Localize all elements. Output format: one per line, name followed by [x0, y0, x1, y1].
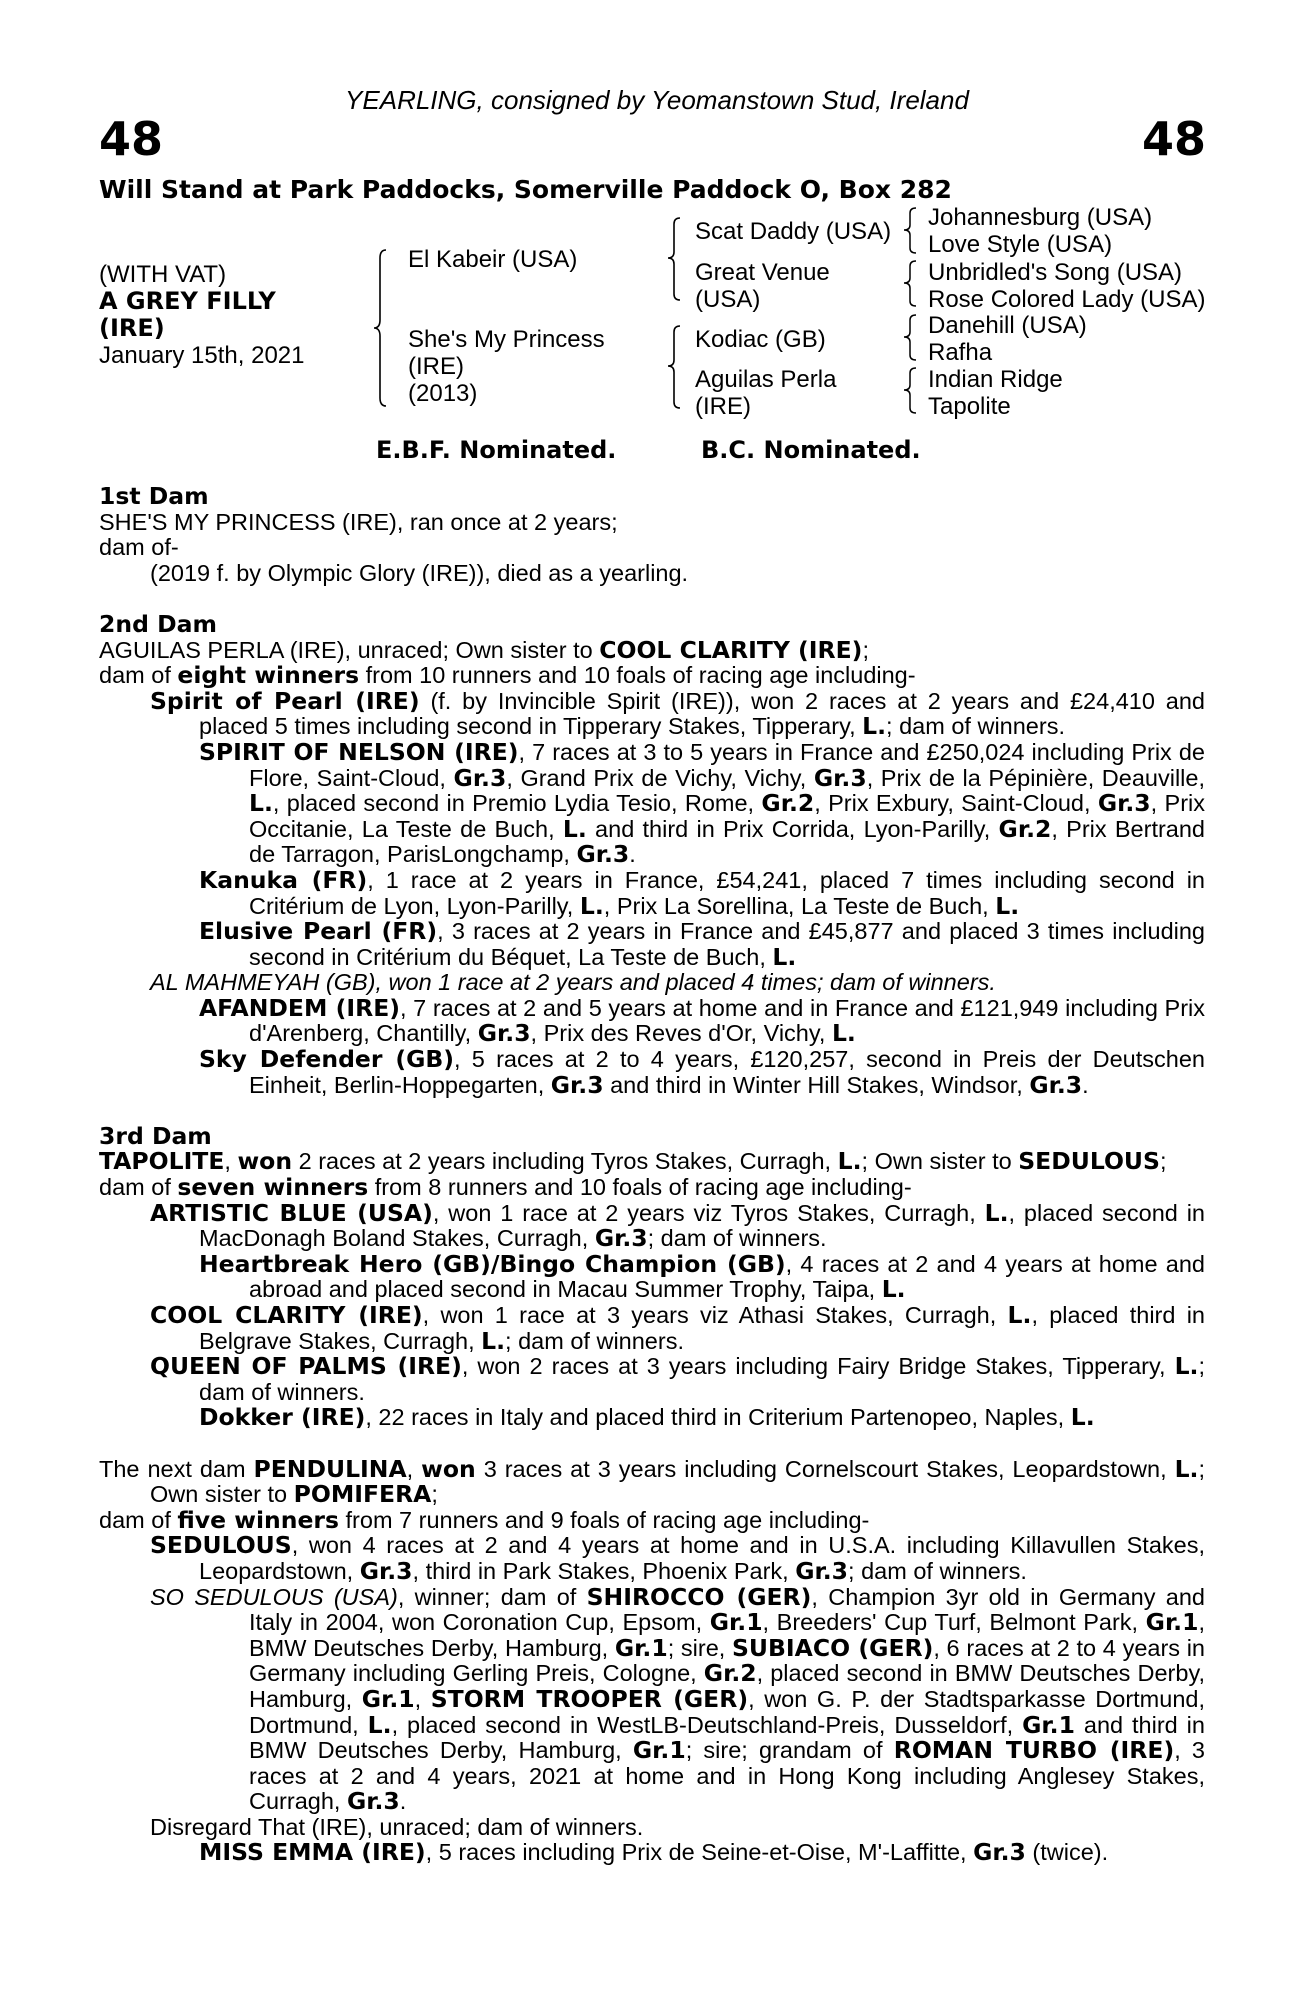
produce-entry: COOL CLARITY (IRE), won 1 race at 3 years viz Athasi Stakes, Curragh, L., placed third in Belgrave Stakes, Curragh, L.; dam of winners. [150, 1301, 1205, 1355]
produce-entry: Kanuka (FR), 1 race at 2 years in France, £54,241, placed 7 times including second in Critérium de Lyon, Lyon-Parilly, L., Prix La Sorellina, La Teste de Buch, L. [199, 865, 1205, 920]
lot-name-line2: (IRE) [99, 314, 165, 342]
sire-sire-dam: Love Style (USA) [928, 231, 1113, 258]
third-dam-intro: TAPOLITE, won 2 races at 2 years including Tyros Stakes, Curragh, L.; Own sister to SEDULOUS; [99, 1147, 1167, 1176]
lot-number-left: 48 [99, 112, 164, 166]
sire-dam-dam: Rose Colored Lady (USA) [928, 286, 1206, 313]
produce-entry: QUEEN OF PALMS (IRE), won 2 races at 3 years including Fairy Bridge Stakes, Tipperary, L.; dam of winners. [150, 1352, 1205, 1405]
sire-dam [695, 259, 830, 313]
dam-name-line2: (IRE) [408, 353, 464, 380]
third-dam-record: dam of seven winners from 8 runners and 10 foals of racing age including- [99, 1173, 912, 1202]
dam-dam-line1: Aguilas Perla [695, 366, 837, 393]
lot-name [99, 288, 276, 342]
bc-nomination: B.C. Nominated. [701, 436, 921, 464]
dam-dam-dam: Tapolite [928, 393, 1011, 420]
dam-sire-dam: Rafha [928, 339, 993, 366]
sire-sire: Scat Daddy (USA) [695, 218, 892, 245]
produce-entry: Spirit of Pearl (IRE) (f. by Invincible Spirit (IRE)), won 2 races at 2 years and £24,410 and placed 5 times including second in Tipperary Stakes, Tipperary, L.; dam of winners. [150, 686, 1205, 741]
second-dam-record: dam of eight winners from 10 runners and 10 foals of racing age including- [99, 661, 916, 690]
third-dam-heading: 3rd Dam [99, 1121, 212, 1150]
catalogue-body [99, 484, 1205, 1866]
produce-entry: AL MAHMEYAH (GB), won 1 race at 2 years and placed 4 times; dam of winners. [150, 969, 996, 996]
brace-4d [902, 366, 922, 416]
brace-4c [902, 313, 922, 363]
produce-entry: MISS EMMA (IRE), 5 races including Prix de Seine-et-Oise, M'-Laffitte, Gr.3 (twice). [199, 1838, 1109, 1867]
sire-dam-line1: Great Venue [695, 259, 830, 286]
dam-sire-sire: Danehill (USA) [928, 312, 1087, 339]
first-dam-dam-of: dam of- [99, 534, 179, 561]
dam-dam-line2: (IRE) [695, 393, 751, 420]
produce-entry: AFANDEM (IRE), 7 races at 2 and 5 years at home and in France and £121,949 including Prix d'Arenberg, Chantilly, Gr.3, Prix des Reves d'Or, Vichy, L. [199, 993, 1205, 1048]
dam-parents-brace [666, 324, 686, 410]
sire-sire-sire: Johannesburg (USA) [928, 204, 1153, 231]
first-dam-line: SHE'S MY PRINCESS (IRE), ran once at 2 years; [99, 508, 618, 535]
lot-number-right: 48 [1141, 112, 1206, 166]
sire-parents-brace [666, 216, 686, 302]
vat-note: (WITH VAT) [99, 261, 227, 288]
dam-dam [695, 366, 836, 420]
sire-dam-brace [372, 248, 392, 408]
first-dam-produce: (2019 f. by Olympic Glory (IRE)), died as a yearling. [150, 559, 689, 586]
next-dam-record: dam of five winners from 7 runners and 9 foals of racing age including- [99, 1505, 870, 1534]
dam-dam-sire: Indian Ridge [928, 366, 1063, 393]
consignment-line: YEARLING, consigned by Yeomanstown Stud, Ireland [345, 85, 969, 115]
sire-dam-line2: (USA) [695, 286, 761, 313]
next-dam-intro: The next dam PENDULINA, won 3 races at 3 years including Cornelscourt Stakes, Leopardstown, L.; Own sister to POMIFERA; [99, 1454, 1205, 1509]
produce-entry: SO SEDULOUS (USA), winner; dam of SHIROCCO (GER), Champion 3yr old in Germany and Italy in 2004, won Coronation Cup, Epsom, Gr.1, Breeders' Cup Turf, Belmont Park, Gr.1, BMW Deutsches Derby, Hamburg, Gr.1; sire, SUBIACO (GER), 6 races at 2 to 4 years in Germany including Gerling Preis, Cologne, Gr.2, placed second in BMW Deutsches Derby, Hamburg, Gr.1, STORM TROOPER (GER), won G. P. der Stadtsparkasse Dortmund, Dortmund, L., placed second in WestLB-Deutschland-Preis, Dusseldorf, Gr.1 and third in BMW Deutsches Derby, Hamburg, Gr.1; sire; grandam of ROMAN TURBO (IRE), 3 races at 2 and 4 years, 2021 at home and in Hong Kong including Anglesey Stakes, Curragh, Gr.3. [150, 1582, 1206, 1816]
produce-entry: ARTISTIC BLUE (USA), won 1 race at 2 years viz Tyros Stakes, Curragh, L., placed second in MacDonagh Boland Stakes, Curragh, Gr.3; dam of winners. [150, 1198, 1206, 1253]
produce-entry: Heartbreak Hero (GB)/Bingo Champion (GB), 4 races at 2 and 4 years at home and abroad and placed second in Macau Summer Trophy, Taipa, L. [199, 1249, 1206, 1304]
produce-entry: SEDULOUS, won 4 races at 2 and 4 years at home and in U.S.A. including Killavullen Stakes, Leopardstown, Gr.3, third in Park Stakes, Phoenix Park, Gr.3; dam of winners. [150, 1531, 1205, 1585]
first-dam-heading: 1st Dam [99, 482, 209, 510]
second-dam-heading: 2nd Dam [99, 609, 217, 638]
sire-dam-sire: Unbridled's Song (USA) [928, 259, 1183, 286]
dam-name-line1: She's My Princess [408, 326, 605, 353]
produce-entry: Disregard That (IRE), unraced; dam of winners. [150, 1813, 644, 1840]
foaling-date: January 15th, 2021 [99, 342, 305, 369]
produce-entry: Elusive Pearl (FR), 3 races at 2 years in France and £45,877 and placed 3 times including second in Critérium du Béquet, La Teste de Buch, L. [199, 917, 1206, 971]
produce-entry: Dokker (IRE), 22 races in Italy and placed third in Criterium Partenopeo, Naples, L. [199, 1403, 1095, 1432]
second-dam-intro: AGUILAS PERLA (IRE), unraced; Own sister to COOL CLARITY (IRE); [99, 635, 869, 664]
sire-name: El Kabeir (USA) [408, 246, 578, 273]
brace-4b [902, 259, 922, 309]
dam-name [408, 326, 605, 407]
ebf-nomination: E.B.F. Nominated. [376, 436, 617, 464]
produce-entry: SPIRIT OF NELSON (IRE), 7 races at 3 to 5 years in France and £250,024 including Prix de Flore, Saint-Cloud, Gr.3, Grand Prix de Vichy, Vichy, Gr.3, Prix de la Pépinière, Deauville, L., placed second in Premio Lydia Tesio, Rome, Gr.2, Prix Exbury, Saint-Cloud, Gr.3, Prix Occitanie, La Teste de Buch, L. and third in Prix Corrida, Lyon-Parilly, Gr.2, Prix Bertrand de Tarragon, ParisLongchamp, Gr.3. [199, 737, 1206, 869]
brace-4a [902, 206, 922, 256]
dam-foal-year: (2013) [408, 380, 478, 407]
produce-entry: Sky Defender (GB), 5 races at 2 to 4 years, £120,257, second in Preis der Deutschen Einheit, Berlin-Hoppegarten, Gr.3 and third in Winter Hill Stakes, Windsor, Gr.3. [199, 1045, 1205, 1099]
dam-sire: Kodiac (GB) [695, 326, 826, 353]
stand-location: Will Stand at Park Paddocks, Somerville Paddock O, Box 282 [99, 175, 952, 204]
lot-name-line1: A GREY FILLY [99, 287, 276, 315]
